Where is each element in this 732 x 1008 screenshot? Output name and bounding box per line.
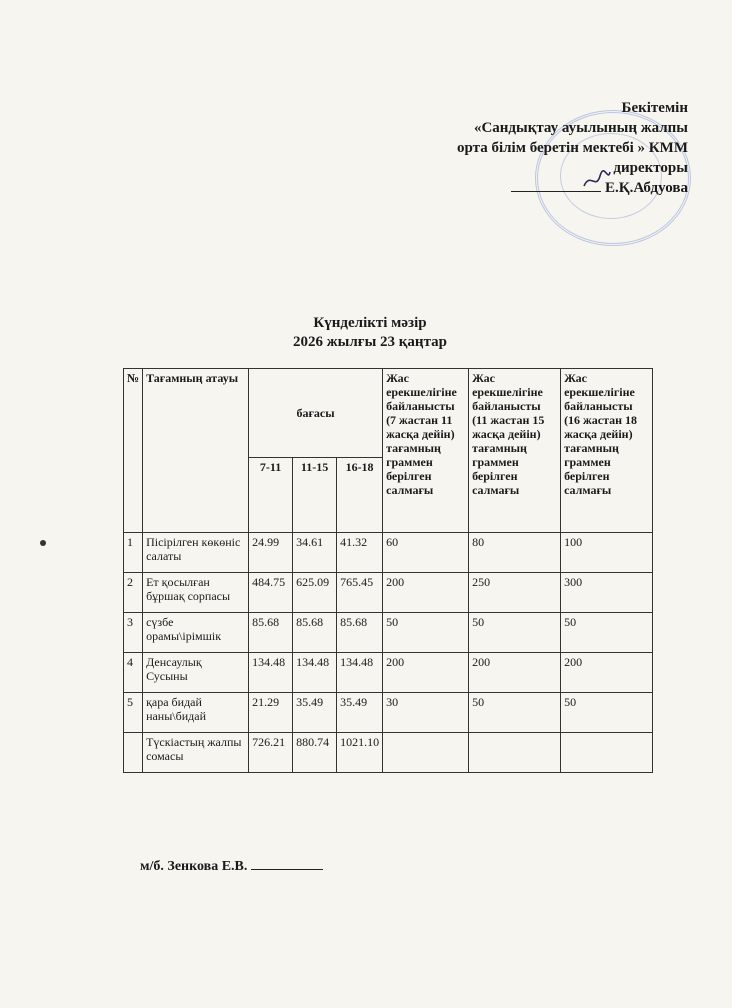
footer-nurse-name: м/б. Зенкова Е.В. xyxy=(140,859,248,874)
row-weight-7-11: 60 xyxy=(383,533,469,573)
row-weight-16-18: 200 xyxy=(561,653,653,693)
row-weight-11-15: 50 xyxy=(469,693,561,733)
row-price-11-15: 35.49 xyxy=(293,693,337,733)
subheader-16-18: 16-18 xyxy=(337,458,383,533)
row-price-7-11: 134.48 xyxy=(249,653,293,693)
row-price-11-15: 85.68 xyxy=(293,613,337,653)
row-weight-11-15: 250 xyxy=(469,573,561,613)
row-price-7-11: 484.75 xyxy=(249,573,293,613)
row-number: 2 xyxy=(124,573,143,613)
approval-school-line2: орта білім беретін мектебі » КММ xyxy=(457,140,688,156)
row-weight-16-18: 50 xyxy=(561,693,653,733)
table-row xyxy=(124,613,653,653)
footer-signature-line xyxy=(251,855,323,870)
row-weight-7-11: 200 xyxy=(383,573,469,613)
table-row xyxy=(124,573,653,613)
approval-block xyxy=(388,98,688,198)
row-number: 4 xyxy=(124,653,143,693)
header-weight-11-15: Жас ерекшелігіне байланысты (11 жастан 15 жасқа дейін) тағамның граммен берілген салмағы xyxy=(469,369,561,533)
total-weight-16-18 xyxy=(561,733,653,773)
row-dish-name: Пісірілген көкөніс салаты xyxy=(143,533,249,573)
row-weight-11-15: 50 xyxy=(469,613,561,653)
header-dish-name: Тағамның атауы xyxy=(143,369,249,533)
row-number: 3 xyxy=(124,613,143,653)
row-dish-name: Ет қосылған бұршақ сорпасы xyxy=(143,573,249,613)
row-dish-name: қара бидай наны\бидай xyxy=(143,693,249,733)
total-label: Түскіастың жалпы сомасы xyxy=(143,733,249,773)
approval-signer-name: Е.Қ.Абдуова xyxy=(604,180,688,196)
total-weight-11-15 xyxy=(469,733,561,773)
menu-date: 2026 жылғы 23 қаңтар xyxy=(293,334,447,350)
row-number: 5 xyxy=(124,693,143,733)
row-price-16-18: 35.49 xyxy=(337,693,383,733)
approval-school-line1: «Сандықтау ауылының жалпы xyxy=(473,120,688,136)
approval-signer-row xyxy=(388,178,688,198)
total-price-7-11: 726.21 xyxy=(249,733,293,773)
row-weight-7-11: 200 xyxy=(383,653,469,693)
row-price-7-11: 24.99 xyxy=(249,533,293,573)
row-weight-16-18: 300 xyxy=(561,573,653,613)
row-price-7-11: 85.68 xyxy=(249,613,293,653)
menu-title-block xyxy=(250,314,490,352)
row-price-11-15: 625.09 xyxy=(293,573,337,613)
header-weight-7-11: Жас ерекшелігіне байланысты (7 жастан 11 жасқа дейін) тағамның граммен берілген салмағы xyxy=(383,369,469,533)
table-total-row xyxy=(124,733,653,773)
total-price-11-15: 880.74 xyxy=(293,733,337,773)
row-price-7-11: 21.29 xyxy=(249,693,293,733)
row-price-16-18: 85.68 xyxy=(337,613,383,653)
row-price-11-15: 34.61 xyxy=(293,533,337,573)
table-header-row xyxy=(124,369,653,458)
row-price-16-18: 134.48 xyxy=(337,653,383,693)
row-weight-11-15: 80 xyxy=(469,533,561,573)
table-row xyxy=(124,653,653,693)
menu-title: Күнделікті мәзір xyxy=(313,315,427,331)
row-price-11-15: 134.48 xyxy=(293,653,337,693)
footer-signature-block xyxy=(140,855,323,875)
total-weight-7-11 xyxy=(383,733,469,773)
header-price: бағасы xyxy=(249,369,383,458)
row-weight-7-11: 50 xyxy=(383,613,469,653)
row-dish-name: сүзбе орамы\ірімшік xyxy=(143,613,249,653)
table-row xyxy=(124,533,653,573)
scan-speck xyxy=(40,540,46,546)
table-row xyxy=(124,693,653,733)
subheader-11-15: 11-15 xyxy=(293,458,337,533)
header-weight-16-18: Жас ерекшелігіне байланысты (16 жастан 18 жасқа дейін) тағамның граммен берілген салмағы xyxy=(561,369,653,533)
approval-heading: Бекітемін xyxy=(621,100,688,116)
total-price-16-18: 1021.10 xyxy=(337,733,383,773)
total-number-cell xyxy=(124,733,143,773)
row-dish-name: Денсаулық Сусыны xyxy=(143,653,249,693)
approval-position: директоры xyxy=(613,160,688,176)
row-price-16-18: 765.45 xyxy=(337,573,383,613)
subheader-7-11: 7-11 xyxy=(249,458,293,533)
row-weight-16-18: 50 xyxy=(561,613,653,653)
row-number: 1 xyxy=(124,533,143,573)
row-weight-16-18: 100 xyxy=(561,533,653,573)
header-number: № xyxy=(124,369,143,533)
row-weight-7-11: 30 xyxy=(383,693,469,733)
row-weight-11-15: 200 xyxy=(469,653,561,693)
approval-signature-line xyxy=(511,191,601,192)
row-price-16-18: 41.32 xyxy=(337,533,383,573)
menu-table xyxy=(123,368,653,773)
